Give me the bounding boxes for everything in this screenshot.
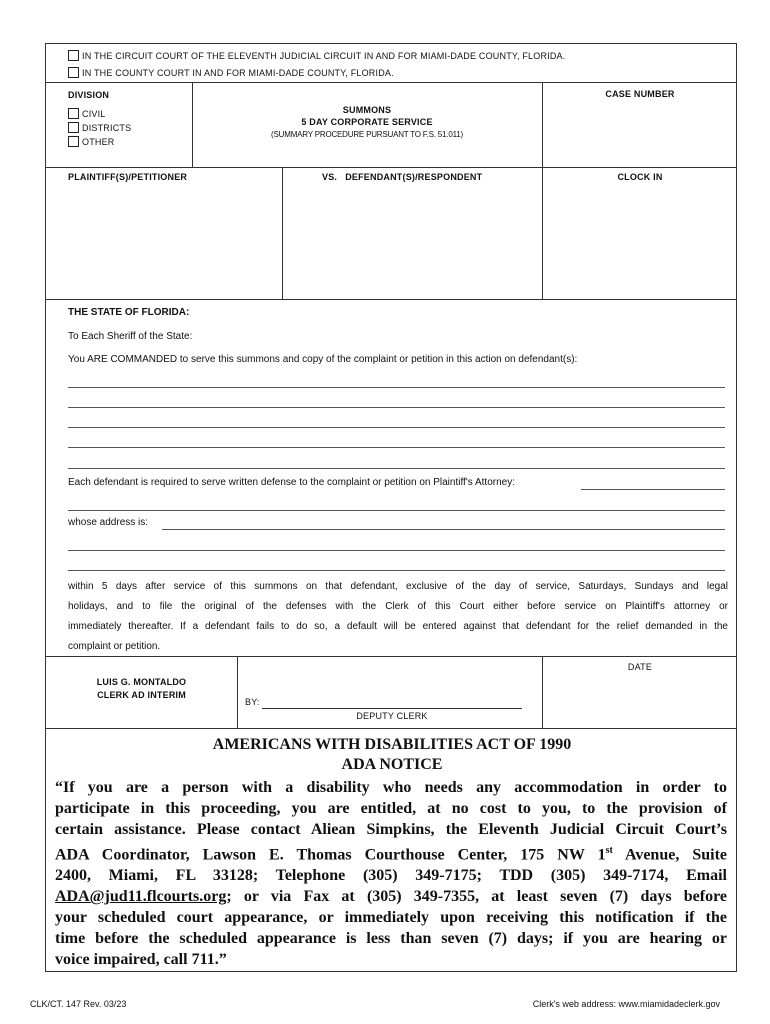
clerk-block [46, 676, 237, 702]
clock-in-label: CLOCK IN [617, 172, 663, 182]
court-option-county[interactable]: IN THE COUNTY COURT IN AND FOR MIAMI-DADE COUNTY, FLORIDA. [68, 67, 394, 78]
address-label: whose address is: [68, 517, 149, 528]
court-option-circuit[interactable]: IN THE CIRCUIT COURT OF THE ELEVENTH JUDICIAL CIRCUIT IN AND FOR MIAMI-DADE COUNTY, FLORIDA. [68, 50, 565, 61]
instructions-line-2: holidays, and to file the original of the defenses with the Clerk of this Court either before service on Plaintiff's attorney or [68, 601, 728, 612]
instructions-paragraph [68, 577, 728, 657]
ada-title: AMERICANS WITH DISABILITIES ACT OF 1990 [212, 736, 572, 753]
summons-title: SUMMONS [342, 105, 392, 115]
attorney-blank-2[interactable] [68, 510, 725, 511]
division-label: DIVISION [68, 90, 110, 100]
plaintiff-label: PLAINTIFF(S)/PETITIONER [68, 172, 188, 182]
instructions-line-3: immediately thereafter. If a defendant fails to do so, a default will be entered against that defendant for the relief demanded in the [68, 621, 728, 632]
clerk-title: CLERK AD INTERIM [97, 690, 186, 700]
checkbox-civil[interactable] [68, 108, 79, 119]
ada-line: ADA@jud11.flcourts.org; or via Fax at (305) 349-7355, at least seven (7) days before [55, 888, 727, 906]
defendant-blank-3[interactable] [68, 427, 725, 428]
checkbox-circuit[interactable] [68, 50, 79, 61]
clerk-name: LUIS G. MONTALDO [96, 677, 187, 687]
defendant-blank-2[interactable] [68, 407, 725, 408]
summons-note: (SUMMARY PROCEDURE PURSUANT TO F.S. 51.011) [271, 130, 463, 139]
division-option-other[interactable]: OTHER [68, 135, 131, 149]
instructions-line-1: within 5 days after service of this summons on that defendant, exclusive of the day of service, Saturdays, Sundays and legal [68, 581, 728, 592]
division-option-districts[interactable]: DISTRICTS [68, 121, 131, 135]
divider [237, 656, 238, 728]
signature-line[interactable] [262, 708, 522, 709]
divider [46, 167, 736, 168]
form-id: CLK/CT. 147 Rev. 03/23 [30, 999, 127, 1009]
divider [46, 82, 736, 83]
clerk-website[interactable]: Clerk's web address: www.miamidadeclerk.gov [532, 999, 720, 1009]
sheriff-line: To Each Sheriff of the State: [68, 331, 193, 342]
ada-notice-text [55, 777, 727, 970]
address-blank-1[interactable] [162, 529, 725, 530]
checkbox-districts[interactable] [68, 122, 79, 133]
attorney-blank[interactable] [581, 489, 725, 490]
defendant-label: VS. DEFENDANT(S)/RESPONDENT [322, 172, 483, 182]
defendant-blank-5[interactable] [68, 468, 725, 469]
commanded-line: You ARE COMMANDED to serve this summons and copy of the complaint or petition in this action on defendant(s): [68, 354, 578, 365]
divider [542, 167, 543, 299]
date-label: DATE [627, 662, 653, 672]
defense-line: Each defendant is required to serve written defense to the complaint or petition on Plaintiff's Attorney: [68, 477, 515, 488]
deputy-clerk-label: DEPUTY CLERK [356, 711, 428, 721]
checkbox-other[interactable] [68, 136, 79, 147]
state-heading: THE STATE OF FLORIDA: [68, 307, 190, 318]
summons-form [45, 43, 737, 972]
ada-line: your scheduled court appearance, or immediately upon receiving this notification if the [55, 909, 727, 927]
address-blank-3[interactable] [68, 570, 725, 571]
ada-line: voice impaired, call 711.” [55, 951, 227, 969]
ada-line: 2400, Miami, FL 33128; Telephone (305) 349-7175; TDD (305) 349-7174, Email [55, 867, 727, 885]
checkbox-county[interactable] [68, 67, 79, 78]
ada-line: certain assistance. Please contact Aliean Simpkins, the Eleventh Judicial Circuit Court’s [55, 821, 727, 838]
ada-line: ADA Coordinator, Lawson E. Thomas Courthouse Center, 175 NW 1st Avenue, Suite [55, 845, 728, 864]
instructions-line-4: complaint or petition. [68, 641, 161, 652]
ada-email-link[interactable]: ADA@jud11.flcourts.org [55, 888, 227, 906]
ada-subtitle: ADA NOTICE [341, 756, 443, 773]
defendant-blank-4[interactable] [68, 447, 725, 448]
ada-line: time before the scheduled appearance is less than seven (7) days; if you are hearing or [55, 930, 727, 948]
division-options [68, 107, 131, 149]
division-option-civil[interactable]: CIVIL [68, 107, 131, 121]
case-number-label: CASE NUMBER [605, 89, 675, 99]
by-label: BY: [245, 697, 260, 707]
defendant-blank-1[interactable] [68, 387, 725, 388]
ada-line: “If you are a person with a disability who needs any accommodation in order to [55, 779, 727, 796]
divider [282, 167, 283, 299]
divider [46, 299, 736, 300]
summons-subtitle: 5 DAY CORPORATE SERVICE [301, 117, 433, 127]
divider [46, 728, 736, 729]
summons-heading [192, 105, 542, 139]
divider [46, 656, 736, 657]
address-blank-2[interactable] [68, 550, 725, 551]
ada-line: participate in this proceeding, you are entitled, at no cost to you, to the provision of [55, 800, 727, 817]
